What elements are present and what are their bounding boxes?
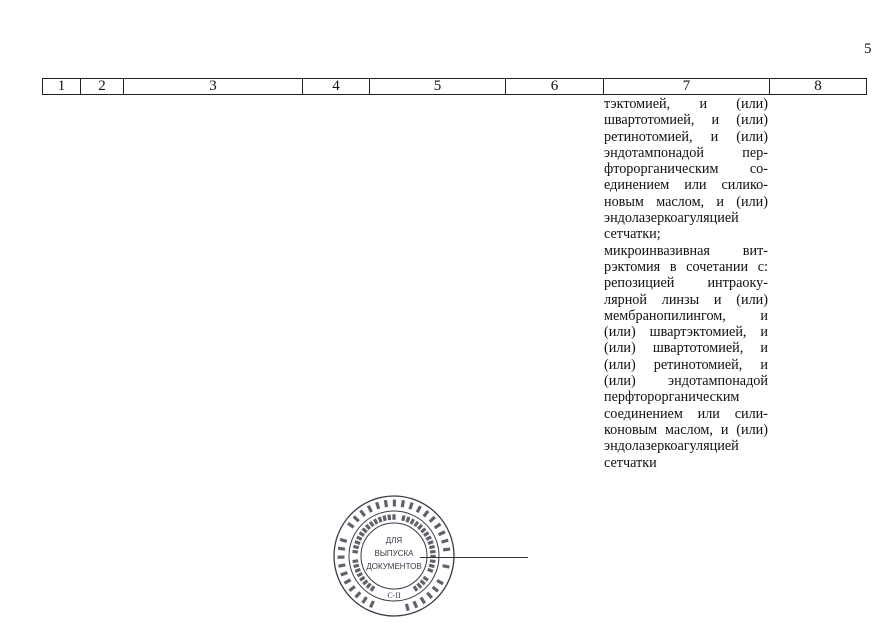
stamp-letter-mark xyxy=(420,527,426,533)
stamp-letter-mark xyxy=(401,515,405,521)
stamp-letter-mark xyxy=(348,585,355,592)
stamp-letter-mark xyxy=(354,591,361,598)
stamp-letter-mark xyxy=(365,524,371,530)
column-header: 6 xyxy=(506,79,604,95)
stamp-letter-mark xyxy=(354,540,360,545)
stamp-letter-mark xyxy=(340,571,348,576)
stamp-letter-mark xyxy=(366,583,372,589)
stamp-letter-mark xyxy=(420,597,426,605)
stamp-letter-mark xyxy=(426,592,433,599)
stamp-letter-mark xyxy=(441,539,449,544)
stamp-letter-mark xyxy=(423,531,429,537)
stamp-letter-mark xyxy=(416,505,422,513)
official-stamp xyxy=(328,490,460,622)
stamp-letter-mark xyxy=(373,518,378,524)
text-line: сетчатки; xyxy=(604,226,661,243)
stamp-center-line: ДЛЯ xyxy=(385,536,403,545)
text-line: микроинвазивная вит- xyxy=(604,242,768,259)
text-line: тэктомией, и (или) xyxy=(604,96,768,112)
stamp-letter-mark xyxy=(412,601,418,609)
text-line: перфторорганическим xyxy=(604,389,740,406)
stamp-letter-mark xyxy=(405,516,410,522)
text-line: коновым маслом, и (или) xyxy=(604,421,768,438)
stamp-letter-mark xyxy=(362,527,368,533)
text-line: (или) швартэктомией, и xyxy=(604,324,768,341)
page-number: 5 xyxy=(864,41,872,57)
table-header-row xyxy=(42,78,867,95)
stamp-letter-mark xyxy=(338,563,345,567)
stamp-letter-mark xyxy=(442,564,449,569)
stamp-letter-mark xyxy=(426,535,432,540)
stamp-letter-mark xyxy=(430,550,436,554)
stamp-letter-mark xyxy=(353,545,359,549)
column-7-text xyxy=(604,96,768,471)
stamp-letter-mark xyxy=(375,502,380,510)
stamp-letter-mark xyxy=(423,510,430,518)
stamp-letter-mark xyxy=(423,576,429,582)
stamp-letter-mark xyxy=(436,579,444,585)
stamp-letter-mark xyxy=(359,531,365,537)
column-header: 3 xyxy=(124,79,303,95)
stamp-letter-mark xyxy=(392,514,395,520)
text-line: сетчатки xyxy=(604,454,657,471)
stamp-letter-mark xyxy=(382,515,386,521)
stamp-letter-mark xyxy=(362,579,368,585)
column-header: 1 xyxy=(43,79,81,95)
stamp-letter-mark xyxy=(429,516,436,523)
stamp-letter-mark xyxy=(367,505,373,513)
stamp-letter-mark xyxy=(405,604,410,612)
stamp-letter-mark xyxy=(357,572,363,577)
stamp-letter-mark xyxy=(344,578,352,584)
stamp-letter-mark xyxy=(408,502,413,510)
text-line: соединением или сили- xyxy=(604,405,768,422)
stamp-letter-mark xyxy=(369,521,375,527)
stamp-letter-mark xyxy=(340,538,348,543)
stamp-letter-mark xyxy=(359,509,366,517)
stamp-letter-mark xyxy=(413,585,419,591)
stamp-letter-mark xyxy=(369,600,375,608)
text-line: рэктомия в сочетании с: xyxy=(604,258,768,275)
stamp-letter-mark xyxy=(347,522,355,529)
stamp-letter-mark xyxy=(401,500,405,507)
text-line: лярной линзы и (или) xyxy=(604,291,768,308)
column-header: 2 xyxy=(81,79,124,95)
stamp-letter-mark xyxy=(359,576,365,582)
stamp-letter-mark xyxy=(356,535,362,540)
text-line: (или) эндотампонадой xyxy=(604,373,768,390)
stamp-letter-mark xyxy=(361,596,368,604)
stamp-letter-mark xyxy=(410,518,415,524)
stamp-letter-mark xyxy=(338,547,345,551)
stamp-letter-mark xyxy=(429,545,435,549)
stamp-letter-mark xyxy=(417,524,423,530)
stamp-letter-mark xyxy=(420,579,426,585)
stamp-letter-mark xyxy=(427,540,433,545)
stamp-letter-mark xyxy=(352,559,358,563)
stamp-letter-mark xyxy=(429,564,435,568)
stamp-center-line: ДОКУМЕНТОВ xyxy=(366,562,422,571)
column-header: 7 xyxy=(604,79,770,95)
text-line: эндотампонадой пер- xyxy=(604,144,768,161)
signature-line xyxy=(420,557,528,558)
text-line: репозицией интраоку- xyxy=(604,275,768,292)
text-line: ретинотомией, и (или) xyxy=(604,128,768,145)
stamp-letter-mark xyxy=(370,585,376,591)
stamp-letter-mark xyxy=(387,514,391,520)
stamp-letter-mark xyxy=(393,499,396,506)
stamp-letter-mark xyxy=(427,568,433,573)
column-header: 8 xyxy=(770,79,867,95)
column-header: 4 xyxy=(303,79,370,95)
text-line: (или) швартотомией, и xyxy=(604,340,768,357)
text-line: новым маслом, и (или) xyxy=(604,193,768,210)
text-line: единением или силико- xyxy=(604,177,768,194)
stamp-letter-mark xyxy=(438,530,446,536)
text-line: эндолазеркоагуляцией xyxy=(604,438,739,455)
stamp-letter-mark xyxy=(355,568,361,573)
stamp-letter-mark xyxy=(432,586,439,593)
text-line: эндолазеркоагуляцией xyxy=(604,210,739,227)
stamp-letter-mark xyxy=(430,559,436,563)
text-line: швартотомией, и (или) xyxy=(604,112,768,129)
stamp-letter-mark xyxy=(378,516,383,522)
stamp-letter-mark xyxy=(434,523,442,530)
stamp-letter-mark xyxy=(337,555,344,558)
column-header: 5 xyxy=(370,79,506,95)
stamp-letter-mark xyxy=(352,550,358,554)
stamp-letter-mark xyxy=(443,547,450,551)
stamp-letter-mark xyxy=(413,521,419,527)
stamp-code: С-II xyxy=(387,591,401,600)
stamp-letter-mark xyxy=(353,564,359,568)
stamp-letter-mark xyxy=(384,500,388,507)
stamp-center-line: ВЫПУСКА xyxy=(374,549,414,558)
text-line: мембранопилингом, и xyxy=(604,307,768,324)
text-line: (или) ретинотомией, и xyxy=(604,356,768,373)
text-line: фторорганическим со- xyxy=(604,161,768,178)
stamp-letter-mark xyxy=(353,515,360,522)
stamp-letter-mark xyxy=(416,583,422,589)
